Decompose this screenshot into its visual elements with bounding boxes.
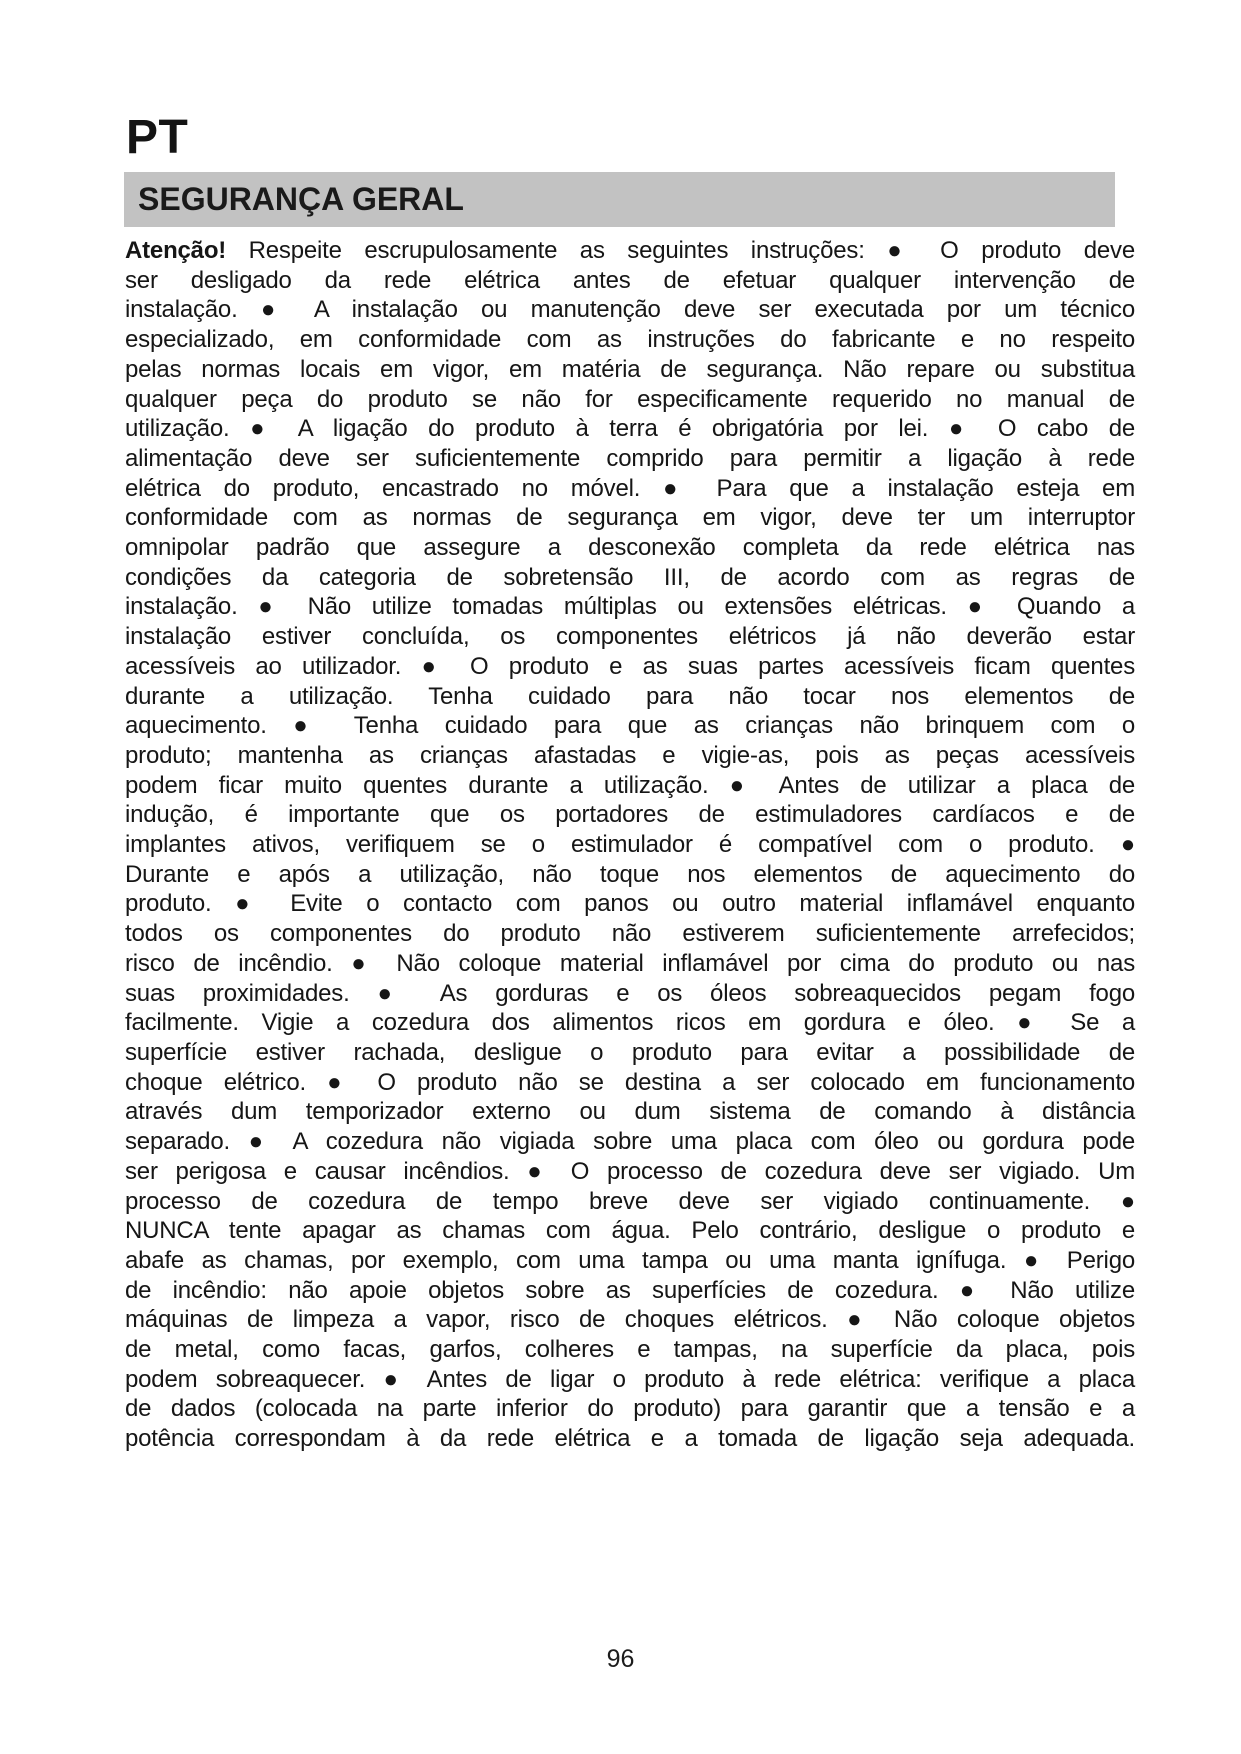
- text-line: produto; mantenha as crianças afastadas e vigie-as, pois as peças acessíveis: [125, 741, 1135, 769]
- text-line: separado. ● A cozedura não vigiada sobre uma placa com óleo ou gordura pode: [125, 1128, 1135, 1156]
- safety-instructions-text: [125, 236, 1135, 1454]
- text-line: qualquer peça do produto se não for especificamente requerido no manual de: [125, 385, 1135, 413]
- text-line: alimentação deve ser suficientemente comprido para permitir a ligação à rede: [125, 444, 1135, 472]
- text-line: podem sobreaquecer. ● Antes de ligar o produto à rede elétrica: verifique a placa: [125, 1365, 1135, 1393]
- text-line: facilmente. Vigie a cozedura dos alimentos ricos em gordura e óleo. ● Se a: [125, 1009, 1135, 1037]
- text-line: implantes ativos, verifiquem se o estimulador é compatível com o produto. ●: [125, 831, 1135, 859]
- attention-lead-word: Atenção!: [125, 237, 227, 264]
- text-line: elétrica do produto, encastrado no móvel. ● Para que a instalação esteja em: [125, 474, 1135, 502]
- text-line: durante a utilização. Tenha cuidado para não tocar nos elementos de: [125, 682, 1135, 710]
- text-line: ser desligado da rede elétrica antes de efetuar qualquer intervenção de: [125, 266, 1135, 294]
- text-line: de dados (colocada na parte inferior do produto) para garantir que a tensão e a: [125, 1395, 1135, 1423]
- text-line: choque elétrico. ● O produto não se destina a ser colocado em funcionamento: [125, 1068, 1135, 1096]
- text-line: superfície estiver rachada, desligue o produto para evitar a possibilidade de: [125, 1038, 1135, 1066]
- text-line: omnipolar padrão que assegure a desconexão completa da rede elétrica nas: [125, 534, 1135, 562]
- text-line: aquecimento. ● Tenha cuidado para que as crianças não brinquem com o: [125, 712, 1135, 740]
- text-line: de metal, como facas, garfos, colheres e tampas, na superfície da placa, pois: [125, 1336, 1135, 1364]
- section-header-bar: [124, 172, 1115, 227]
- text-line: risco de incêndio. ● Não coloque material inflamável por cima do produto ou nas: [125, 949, 1135, 977]
- text-line: indução, é importante que os portadores de estimuladores cardíacos e de: [125, 801, 1135, 829]
- text-line: instalação estiver concluída, os componentes elétricos já não deverão estar: [125, 623, 1135, 651]
- text-line: NUNCA tente apagar as chamas com água. Pelo contrário, desligue o produto e: [125, 1217, 1135, 1245]
- text-line: conformidade com as normas de segurança em vigor, deve ter um interruptor: [125, 504, 1135, 532]
- language-code-heading: PT: [126, 111, 189, 164]
- text-line: de incêndio: não apoie objetos sobre as superfícies de cozedura. ● Não utilize: [125, 1276, 1135, 1304]
- text-line: especializado, em conformidade com as instruções do fabricante e no respeito: [125, 326, 1135, 354]
- text-line: potência correspondam à da rede elétrica e a tomada de ligação seja adequada.: [125, 1425, 1135, 1453]
- text-line: utilização. ● A ligação do produto à terra é obrigatória por lei. ● O cabo de: [125, 415, 1135, 443]
- text-line: produto. ● Evite o contacto com panos ou outro material inflamável enquanto: [125, 890, 1135, 918]
- text-line: ser perigosa e causar incêndios. ● O processo de cozedura deve ser vigiado. Um: [125, 1157, 1135, 1185]
- page-number: 96: [606, 1645, 635, 1673]
- text-line: todos os componentes do produto não estiverem suficientemente arrefecidos;: [125, 920, 1135, 948]
- text-line: abafe as chamas, por exemplo, com uma tampa ou uma manta ignífuga. ● Perigo: [125, 1246, 1135, 1274]
- text-line: instalação. ● Não utilize tomadas múltiplas ou extensões elétricas. ● Quando a: [125, 593, 1135, 621]
- text-line: máquinas de limpeza a vapor, risco de choques elétricos. ● Não coloque objetos: [125, 1306, 1135, 1334]
- text-line: pelas normas locais em vigor, em matéria de segurança. Não repare ou substitua: [125, 355, 1135, 383]
- text-line: processo de cozedura de tempo breve deve ser vigiado continuamente. ●: [125, 1187, 1135, 1215]
- text-line: instalação. ● A instalação ou manutenção deve ser executada por um técnico: [125, 296, 1135, 324]
- text-line: suas proximidades. ● As gorduras e os óleos sobreaquecidos pegam fogo: [125, 979, 1135, 1007]
- text-line: acessíveis ao utilizador. ● O produto e as suas partes acessíveis ficam quentes: [125, 652, 1135, 680]
- text-line: Atenção! Respeite escrupulosamente as seguintes instruções: ● O produto deve: [125, 237, 1135, 264]
- text-line: Durante e após a utilização, não toque nos elementos de aquecimento do: [125, 860, 1135, 888]
- text-line: através dum temporizador externo ou dum sistema de comando à distância: [125, 1098, 1135, 1126]
- text-line: podem ficar muito quentes durante a utilização. ● Antes de utilizar a placa de: [125, 771, 1135, 799]
- text-line: condições da categoria de sobretensão III, de acordo com as regras de: [125, 563, 1135, 591]
- section-title: SEGURANÇA GERAL: [138, 181, 464, 217]
